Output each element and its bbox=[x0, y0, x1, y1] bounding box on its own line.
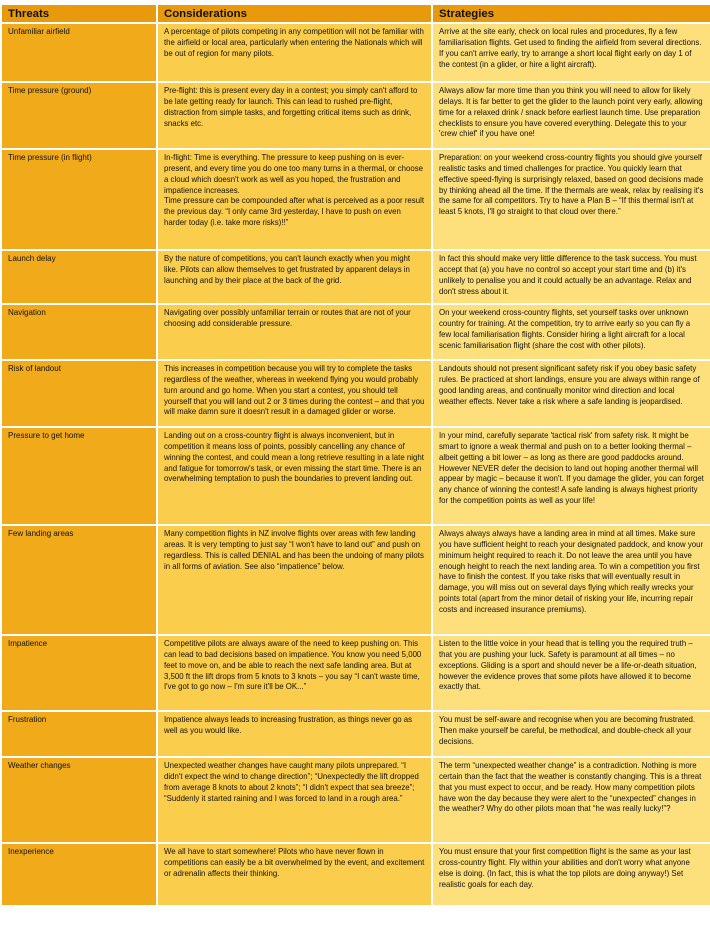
threat-cell: Few landing areas bbox=[2, 526, 156, 634]
considerations-cell: Pre-flight: this is present every day in a contest; you simply can't afford to be late getting ready for launch. This can lead to rushed pre-flight, distraction from simple tasks, and forgetting critical items such as drink, snacks etc. bbox=[158, 83, 431, 148]
threat-cell: Time pressure (in flight) bbox=[2, 150, 156, 249]
header-threats: Threats bbox=[2, 5, 156, 22]
table-row bbox=[2, 305, 710, 359]
threat-cell: Time pressure (ground) bbox=[2, 83, 156, 148]
considerations-cell: Many competition flights in NZ involve flights over areas with few landing areas. It is very tempting to just say “I won't have to land out” and push on regardless. This is called DENIAL and has been the undoing of many pilots in all forms of aviation. See also “impatience” below. bbox=[158, 526, 431, 634]
strategies-cell: You must be self-aware and recognise when you are becoming frustrated. Then make yourself be careful, be methodical, and double-check all your decisions. bbox=[433, 712, 710, 756]
considerations-cell: Navigating over possibly unfamiliar terrain or routes that are not of your choosing add considerable pressure. bbox=[158, 305, 431, 359]
table-row bbox=[2, 526, 710, 634]
header-row bbox=[2, 5, 710, 22]
threat-cell: Risk of landout bbox=[2, 361, 156, 426]
strategies-cell: Listen to the little voice in your head that is telling you the required truth – that you are pushing your luck. Safety is paramount at all times – no exceptions. Gliding is a sport and should never be a life-or-death situation, however the evidence proves that some pilots have allowed it to become exactly that. bbox=[433, 636, 710, 710]
considerations-cell: Impatience always leads to increasing frustration, as things never go as well as you would like. bbox=[158, 712, 431, 756]
considerations-cell: In-flight: Time is everything. The pressure to keep pushing on is ever-present, and every time you do one too many turns in a thermal, or choose a cloud which doesn't work as well as you hoped, the frustration and impatience increases. Time pressure can be compounded after what is perceived as a poor result the previous day. “I only came 3rd yesterday, I have to push on even harder today (i.e. take more risks)!!” bbox=[158, 150, 431, 249]
strategies-cell: The term “unexpected weather change” is a contradiction. Nothing is more certain than the fact that the weather is constantly changing. This is a threat that you must expect to occur, and be ready. How many competition pilots have won the day because they were alert to the “unexpected” changes in the weather? Why do other pilots moan that “he was really lucky!”? bbox=[433, 758, 710, 842]
threat-cell: Unfamiliar airfield bbox=[2, 24, 156, 81]
strategies-cell: Always always always have a landing area in mind at all times. Make sure you have sufficient height to reach your designated paddock, and know your minimum height required to reach it. Do not leave the area until you have enough height to reach the next landing area. To win a competition you first have to finish the contest. If you take risks that will eventually result in damage, you will miss out on several days flying which really wrecks your points total (apart from the minor detail of risking your life, incurring repair costs and increased insurance premiums). bbox=[433, 526, 710, 634]
strategies-cell: Preparation: on your weekend cross-country flights you should give yourself realistic tasks and timed challenges for practice. You quickly learn that effective speed-flying is surprisingly relaxed, based on good decisions made by thinking ahead all the time. If the thermals are weak, relax by realising it's the same for all competitors. Try to have a Plan B – “If this thermal isn't at least 5 knots, I'll go straight to that cloud over there.” bbox=[433, 150, 710, 249]
header-considerations: Considerations bbox=[158, 5, 431, 22]
strategies-cell: Always allow far more time than you think you will need to allow for likely delays. It is far better to get the glider to the launch point very early, allowing time for a relaxed drink / snack before earliest launch time. Use preparation checklists to ensure you have covered everything. Delegate this to your 'crew chief' if you have one! bbox=[433, 83, 710, 148]
considerations-cell: Competitive pilots are always aware of the need to keep pushing on. This can lead to bad decisions based on impatience. You know you need 5,000 feet to move on, and be able to reach the next safe landing area. But at 3,500 ft the lift drops from 5 knots to 3 knots – you say “I can't waste time, I've got to go now – I'm sure it'll be OK...” bbox=[158, 636, 431, 710]
strategies-cell: You must ensure that your first competition flight is the same as your last cross-country flight. Fly within your abilities and don't worry what anyone else is doing. (In fact, this is what the top pilots are doing anyway!) Set realistic goals for each day. bbox=[433, 844, 710, 905]
table-row bbox=[2, 251, 710, 303]
considerations-cell: Unexpected weather changes have caught many pilots unprepared. “I didn't expect the wind to change direction”; “Unexpectedly the lift dropped from average 8 knots to about 2 knots”; “I didn't expect that sea breeze”; “Suddenly it started raining and I was forced to land in a rough area.” bbox=[158, 758, 431, 842]
threat-cell: Pressure to get home bbox=[2, 428, 156, 524]
considerations-cell: A percentage of pilots competing in any competition will not be familiar with the airfield or local area, particularly when entering the Nationals which will be out of region for many pilots. bbox=[158, 24, 431, 81]
header-strategies: Strategies bbox=[433, 5, 710, 22]
considerations-cell: By the nature of competitions, you can't launch exactly when you might like. Pilots can allow themselves to get frustrated by apparent delays in launching and by their place at the back of the grid. bbox=[158, 251, 431, 303]
table-row bbox=[2, 428, 710, 524]
threat-cell: Inexperience bbox=[2, 844, 156, 905]
threat-cell: Launch delay bbox=[2, 251, 156, 303]
strategies-cell: Arrive at the site early, check on local rules and procedures, fly a few familiarisation flights. Get used to finding the airfield from several directions. If you can't arrive early, try to arrange a short local flight early on day 1 of the contest (in a glider, or hire a light aircraft). bbox=[433, 24, 710, 81]
table-row bbox=[2, 636, 710, 710]
table-row bbox=[2, 83, 710, 148]
strategies-cell: On your weekend cross-country flights, set yourself tasks over unknown country for training. At the competition, try to arrive early so you can fly a few local familiarisation flights. Consider hiring a light aircraft for a local scenic familiarisation flight (share the cost with other pilots). bbox=[433, 305, 710, 359]
threat-cell: Weather changes bbox=[2, 758, 156, 842]
table-row bbox=[2, 712, 710, 756]
table-row bbox=[2, 150, 710, 249]
threat-cell: Impatience bbox=[2, 636, 156, 710]
table-row bbox=[2, 24, 710, 81]
strategies-cell: In fact this should make very little difference to the task success. You must accept that (a) you have no control so accept your start time and (b) it's unlikely to penalise you and it could actually be an advantage. Relax and don't stress about it. bbox=[433, 251, 710, 303]
table-row bbox=[2, 844, 710, 905]
considerations-cell: This increases in competition because you will try to complete the tasks regardless of the weather, whereas in weekend flying you would probably turn around and go home. When you start a contest, you should tell yourself that you will land out 2 or 3 times during the contest – and that you will make damn sure it doesn't result in a damaged glider or worse. bbox=[158, 361, 431, 426]
threat-cell: Navigation bbox=[2, 305, 156, 359]
threat-cell: Frustration bbox=[2, 712, 156, 756]
table-row bbox=[2, 758, 710, 842]
strategies-cell: In your mind, carefully separate 'tactical risk' from safety risk. It might be smart to ignore a weak thermal and push on to a better looking thermal – albeit getting a bit lower – as long as there are good paddocks around. However NEVER defer the decision to land out hoping another thermal will appear by magic – because it won't. If you damage the glider, you can forget any chance of winning the contest! A safe landing is always highest priority for the competition points as well as your life! bbox=[433, 428, 710, 524]
strategies-cell: Landouts should not present significant safety risk if you obey basic safety rules. Be practiced at short landings, ensure you are always within range of good landing areas, and continually monitor wind direction and local weather effects. Never take a risk where a safe landing is jeopardised. bbox=[433, 361, 710, 426]
threats-strategies-table bbox=[0, 3, 710, 907]
considerations-cell: We all have to start somewhere! Pilots who have never flown in competitions can easily be a bit overwhelmed by the event, and excitement or adrenalin affects their thinking. bbox=[158, 844, 431, 905]
table-row bbox=[2, 361, 710, 426]
considerations-cell: Landing out on a cross-country flight is always inconvenient, but in competition it means loss of points, possibly cancelling any chance of winning the contest, and could mean a long retrieve resulting in a late night and fatigue for tomorrow's task, or even missing the start time. There is an overwhelming temptation to push the boundaries to prevent landing out. bbox=[158, 428, 431, 524]
